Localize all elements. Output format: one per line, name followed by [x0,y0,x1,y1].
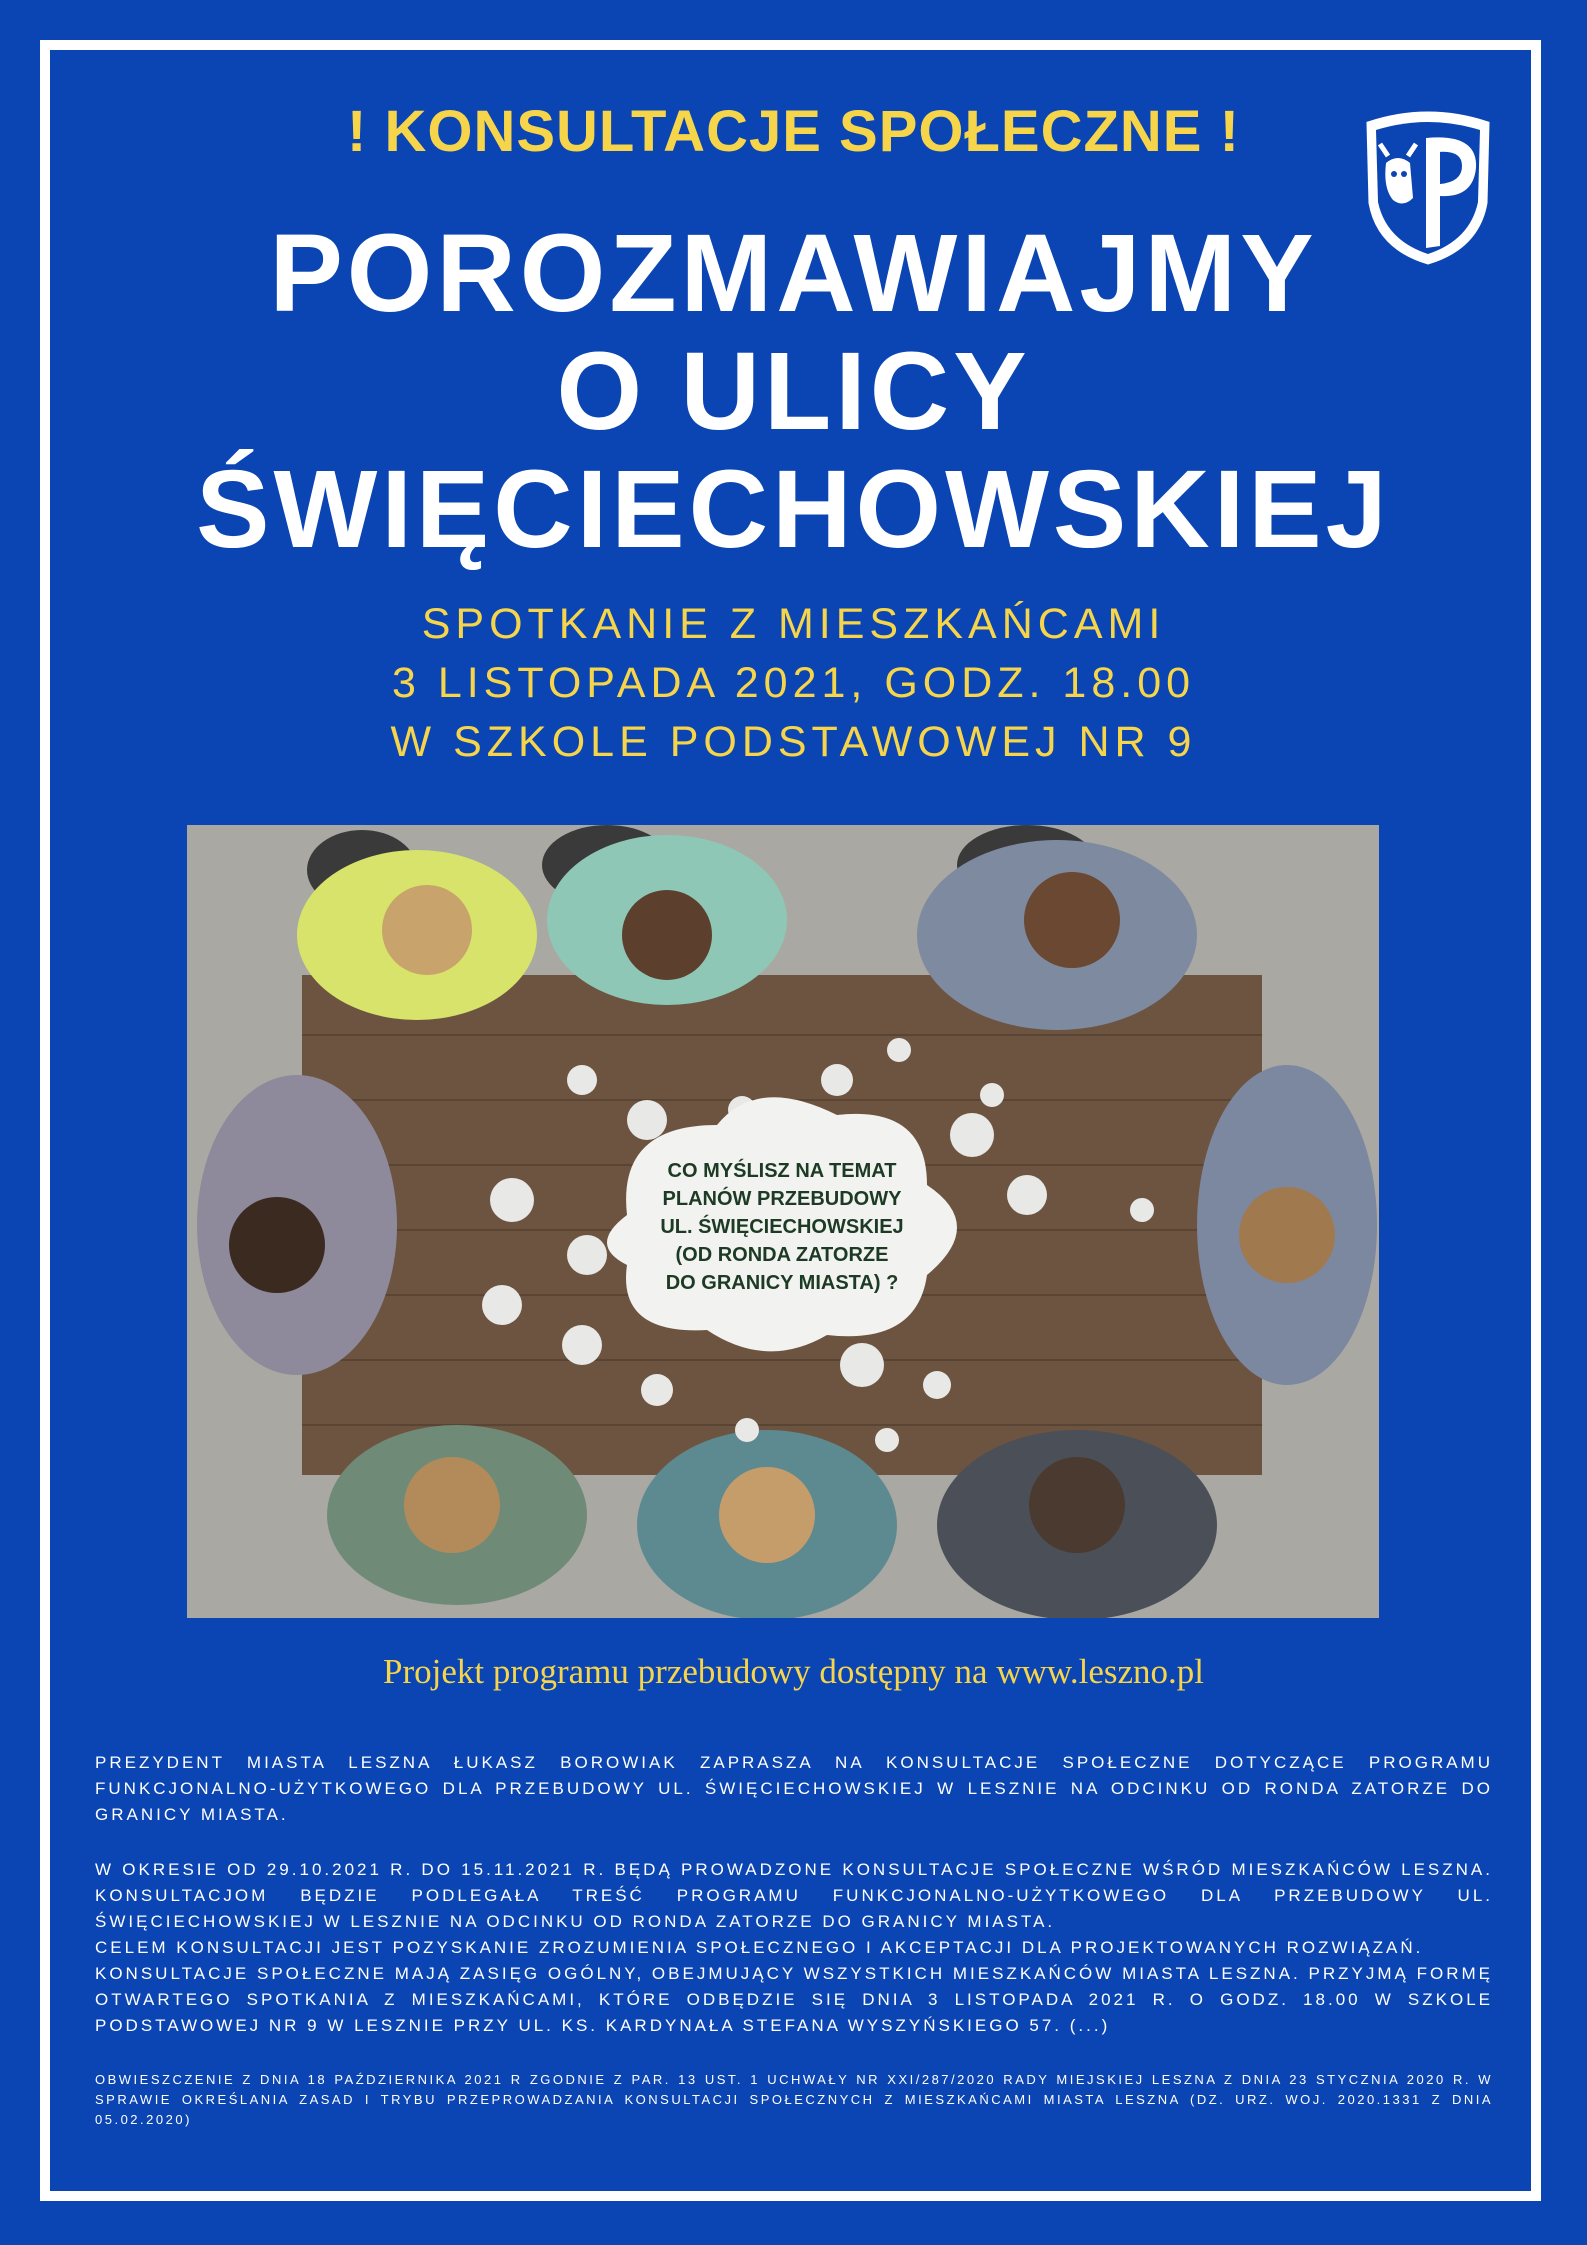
bubble-line-2: PLANÓW PRZEBUDOWY [662,1188,902,1210]
headline [0,212,1587,571]
meeting-title: SPOTKANIE Z MIESZKAŃCAMI [421,600,1166,648]
bubble-line-5: DO GRANICY MIASTA) ? [665,1272,899,1294]
headline-line-3: ŚWIĘCIECHOWSKIEJ [196,448,1391,571]
bubble-line-1: CO MYŚLISZ NA TEMAT [667,1160,897,1182]
headline-line-1: POROZMAWIAJMY [269,212,1318,335]
details-text-2: CELEM KONSULTACJI JEST POZYSKANIE ZROZUMIENIA SPOŁECZNEGO I AKCEPTACJI DLA PROJEKTOWANYCH ROZWIĄZAŃ. [95,1938,1424,1957]
meeting-date: 3 LISTOPADA 2021, GODZ. 18.00 [391,659,1196,707]
meeting-photo [187,825,1379,1618]
meeting-info [0,595,1587,772]
meeting-place: W SZKOLE PODSTAWOWEJ NR 9 [390,718,1197,766]
details-text-1: W OKRESIE OD 29.10.2021 R. DO 15.11.2021 R. BĘDĄ PROWADZONE KONSULTACJE SPOŁECZNE WŚRÓD MIESZKAŃCÓW LESZNA. KONSULTACJOM BĘDZIE PODLEGAŁA TREŚĆ PROGRAMU FUNKCJONALNO-UŻYTKOWEGO DLA PRZEBUDOWY UL. ŚWIĘCIECHOWSKIEJ W LESZNIE NA ODCINKU OD RONDA ZATORZE DO GRANICY MIASTA. [95,1860,1493,1931]
headline-line-2: O ULICY [556,330,1031,453]
details-text-3: KONSULTACJE SPOŁECZNE MAJĄ ZASIĘG OGÓLNY, OBEJMUJĄCY WSZYSTKICH MIESZKAŃCÓW MIASTA LESZNA. PRZYJMĄ FORMĘ OTWARTEGO SPOTKANIA Z MIESZKAŃCAMI, KTÓRE ODBĘDZIE SIĘ DNIA 3 LISTOPADA 2021 R. O GODZ. 18.00 W SZKOLE PODSTAWOWEJ NR 9 W LESZNIE PRZY UL. KS. KARDYNAŁA STEFANA WYSZYŃSKIEGO 57. (...) [95,1964,1493,2035]
project-link-text: Projekt programu przebudowy dostępny na www.leszno.pl [382,1652,1205,1691]
details-paragraph [95,1857,1493,2039]
consultation-banner: ! KONSULTACJE SPOŁECZNE ! [347,99,1240,164]
bubble-line-4: (OD RONDA ZATORZE [675,1244,889,1266]
invitation-text: PREZYDENT MIASTA LESZNA ŁUKASZ BOROWIAK ZAPRASZA NA KONSULTACJE SPOŁECZNE DOTYCZĄCE PROGRAMU FUNKCJONALNO-UŻYTKOWEGO DLA PRZEBUDOWY UL. ŚWIĘCIECHOWSKIEJ W LESZNIE NA ODCINKU OD RONDA ZATORZE DO GRANICY MIASTA. [95,1753,1493,1824]
legal-footnote: OBWIESZCZENIE Z DNIA 18 PAŹDZIERNIKA 2021 R ZGODNIE Z PAR. 13 UST. 1 UCHWAŁY NR XXI/287/2020 RADY MIEJSKIEJ LESZNA Z DNIA 23 STYCZNIA 2020 R. W SPRAWIE OKREŚLANIA ZASAD I TRYBU PRZEPROWADZANIA KONSULTACJI SPOŁECZNYCH Z MIESZKAŃCAMI MIASTA LESZNA (DZ. URZ. WOJ. 2020.1331 Z DNIA 05.02.2020) [95,2072,1493,2127]
bubble-line-3: UL. ŚWIĘCIECHOWSKIEJ [660,1216,904,1238]
invitation-paragraph [95,1750,1493,1828]
